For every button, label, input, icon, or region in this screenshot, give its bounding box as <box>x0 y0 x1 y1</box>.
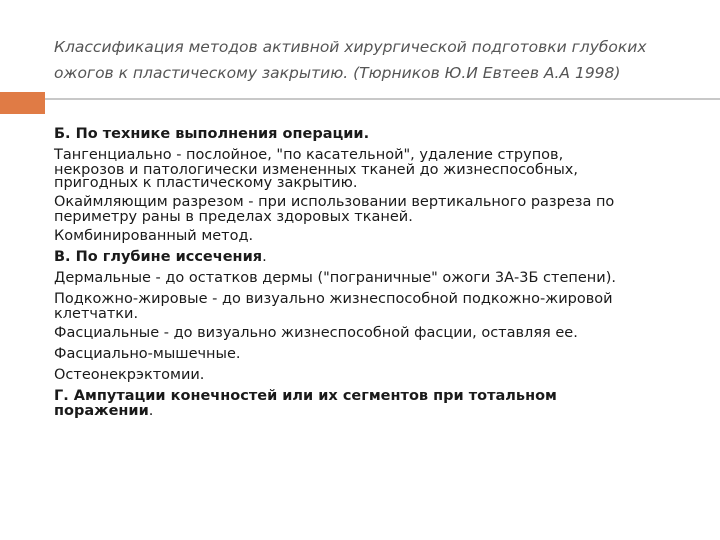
section-heading-g-period: . <box>148 403 154 419</box>
slide-body <box>54 125 704 421</box>
slide-title-line-1: Классификация методов активной хирургической подготовки глубоких <box>54 38 647 56</box>
slide-title-line-2: ожогов к пластическому закрытию. (Тюрников Ю.И Евтеев А.А 1998) <box>54 64 621 82</box>
item-subcutaneous <box>54 290 704 321</box>
item-bordering-line-2: периметру раны в пределах здоровых тканей. <box>54 209 413 225</box>
item-subcutaneous-line-1: Подкожно-жировые - до визуально жизнеспособной подкожно-жировой <box>54 291 613 307</box>
item-combined-method: Комбинированный метод. <box>54 228 254 244</box>
title-divider <box>0 98 720 100</box>
item-fascial: Фасциальные - до визуально жизнеспособной фасции, оставляя ее. <box>54 325 578 341</box>
item-bordering-incision <box>54 193 704 224</box>
item-fasciomuscular: Фасциально-мышечные. <box>54 346 241 362</box>
item-subcutaneous-line-2: клетчатки. <box>54 306 139 322</box>
section-heading-g-line-2-text: поражении <box>54 403 149 419</box>
section-heading-g-line-2 <box>54 403 704 419</box>
item-tangential-line-3: пригодных к пластическому закрытию. <box>54 175 358 191</box>
section-heading-v-period: . <box>262 249 267 265</box>
section-heading-g-line-1: Г. Ампутации конечностей или их сегментов при тотальном <box>54 388 557 404</box>
section-heading-v-text: В. По глубине иссечения <box>54 249 263 265</box>
section-heading-v <box>54 248 704 266</box>
section-heading-b: Б. По технике выполнения операции. <box>54 126 370 142</box>
item-tangential-line-1: Тангенциально - послойное, "по касательной", удаление струпов, <box>54 147 564 163</box>
slide-title <box>54 34 704 86</box>
item-tangential-line-2: некрозов и патологически измененных тканей до жизнеспособных, <box>54 162 578 178</box>
item-bordering-line-1: Окаймляющим разрезом - при использовании вертикального разреза по <box>54 194 615 210</box>
section-heading-g <box>54 387 704 418</box>
item-dermal: Дермальные - до остатков дермы ("пограничные" ожоги 3А-3Б степени). <box>54 270 616 286</box>
item-tangential <box>54 146 704 190</box>
accent-bar <box>0 92 45 114</box>
item-osteonecrectomy: Остеонекрэктомии. <box>54 367 205 383</box>
